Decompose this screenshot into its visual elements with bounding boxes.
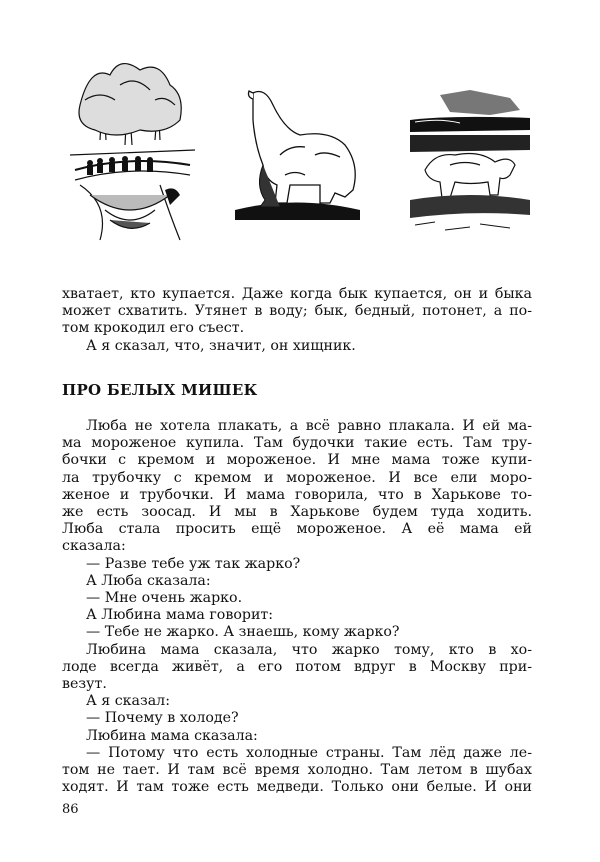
text-line: том не тает. И там всё время холодно. Там летом в шубах [62, 762, 532, 779]
illustration-row [60, 40, 540, 250]
text-line: — Почему в холоде? [86, 710, 239, 727]
text-line: везут. [62, 676, 107, 693]
top-paragraph [62, 286, 532, 355]
text-line: ла трубочку с кремом и мороженое. И все ели моро- [62, 469, 532, 486]
text-line: А я сказал, что, значит, он хищник. [86, 337, 356, 354]
text-line: Любина мама сказала, что жарко тому, кто в хо- [86, 641, 532, 658]
text-line: бочки с кремом и мороженое. И мне мама тоже купи- [62, 452, 532, 469]
text-line: — Разве тебе уж так жарко? [86, 555, 301, 572]
text-line: — Мне очень жарко. [86, 590, 243, 607]
text-line: Люба стала просить ещё мороженое. А её мама ей [62, 521, 532, 538]
page-number: 86 [62, 802, 79, 817]
text-line: — Тебе не жарко. А знаешь, кому жарко? [86, 624, 400, 641]
text-line: — Потому что есть холодные страны. Там лёд даже ле- [86, 744, 532, 761]
text-line: ма мороженое купила. Там будочки такие есть. Там тру- [62, 435, 532, 452]
text-line: хватает, кто купается. Даже когда бык купается, он и быка [62, 286, 532, 302]
text-line: А Люба сказала: [86, 572, 211, 589]
text-line: же есть зоосад. И мы в Харькове будем туда ходить. [62, 504, 532, 521]
polar-bear-on-ice-illustration [410, 90, 530, 240]
text-line: лоде всегда живёт, а его потом вдруг в Москву при- [62, 658, 532, 675]
text-line: женое и трубочки. И мама говорила, что в Харькове то- [62, 486, 532, 503]
text-line: Люба не хотела плакать, а всё равно плакала. И ей ма- [86, 418, 532, 434]
zoo-scene-illustration [70, 45, 195, 245]
polar-bear-illustration [225, 85, 365, 225]
text-line: сказала: [62, 538, 126, 555]
text-line: Любина мама сказала: [86, 727, 258, 744]
section-heading: ПРО БЕЛЫХ МИШЕК [62, 381, 258, 399]
text-line: А я сказал: [86, 693, 170, 710]
body-text [62, 418, 532, 796]
text-line: ходят. И там тоже есть медведи. Только они белые. И они [62, 779, 532, 796]
text-line: А Любина мама говорит: [86, 607, 274, 624]
text-line: том крокодил его съест. [62, 320, 245, 337]
text-line: может схватить. Утянет в воду; бык, бедный, потонет, а по- [62, 303, 532, 320]
